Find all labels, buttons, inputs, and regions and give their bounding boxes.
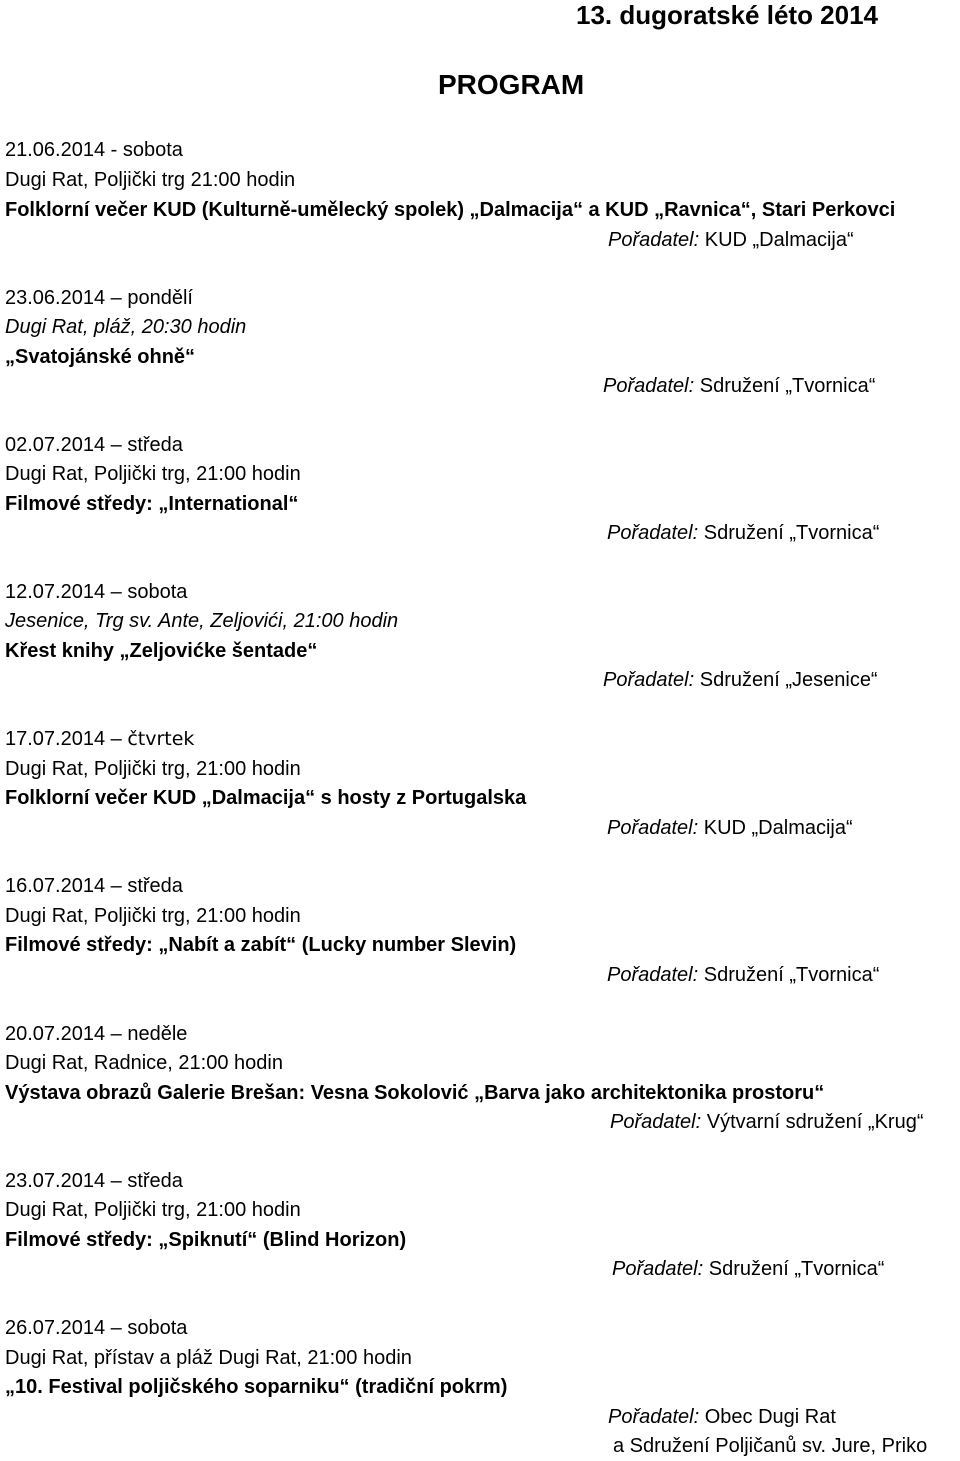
event-organizer xyxy=(610,1110,923,1134)
event-date: 23.07.2014 – středa xyxy=(5,1170,183,1192)
event-date: 12.07.2014 – sobota xyxy=(5,581,188,603)
event-date: 21.06.2014 - sobota xyxy=(5,139,183,161)
event-organizer xyxy=(603,374,875,398)
organizer-label: Pořadatel: xyxy=(607,964,699,986)
event-place: Dugi Rat, Poljički trg 21:00 hodin xyxy=(5,169,296,191)
event-organizer xyxy=(603,668,878,692)
event-place: Dugi Rat, Poljički trg, 21:00 hodin xyxy=(5,1199,301,1221)
organizer-name: Sdružení „Tvornica“ xyxy=(703,522,880,544)
organizer-label: Pořadatel: xyxy=(603,669,695,691)
event-title: Folklorní večer KUD „Dalmacija“ s hosty z Portugalska xyxy=(5,787,527,809)
organizer-label: Pořadatel: xyxy=(607,817,699,839)
event-place: Dugi Rat, pláž, 20:30 hodin xyxy=(5,316,247,338)
program-heading: PROGRAM xyxy=(438,69,585,100)
event-place: Dugi Rat, Radnice, 21:00 hodin xyxy=(5,1052,283,1074)
event-organizer xyxy=(607,963,879,987)
event-date: 16.07.2014 – středa xyxy=(5,875,183,897)
event-place: Jesenice, Trg sv. Ante, Zeljovići, 21:00 hodin xyxy=(5,610,399,632)
organizer-name: KUD „Dalmacija“ xyxy=(703,817,853,839)
organizer-name: Sdružení „Tvornica“ xyxy=(699,375,876,397)
organizer-label: Pořadatel: xyxy=(612,1258,704,1280)
event-title: Filmové středy: „International“ xyxy=(5,493,299,515)
organizer-label: Pořadatel: xyxy=(608,1406,700,1428)
event-title: Filmové středy: „Spiknutí“ (Blind Horizon) xyxy=(5,1229,407,1251)
event-date: 26.07.2014 – sobota xyxy=(5,1317,188,1339)
event-title: „10. Festival poljičského soparniku“ (tradiční pokrm) xyxy=(5,1376,508,1398)
organizer-label: Pořadatel: xyxy=(608,229,700,251)
organizer-name: Výtvarní sdružení „Krug“ xyxy=(706,1111,924,1133)
event-organizer xyxy=(608,1405,836,1429)
event-organizer xyxy=(612,1257,884,1281)
event-date: 20.07.2014 – neděle xyxy=(5,1023,188,1045)
event-title: Filmové středy: „Nabít a zabít“ (Lucky number Slevin) xyxy=(5,934,517,956)
event-organizer-line2: a Sdružení Poljičanů sv. Jure, Priko xyxy=(613,1435,928,1457)
organizer-label: Pořadatel: xyxy=(607,522,699,544)
event-title: Křest knihy „Zeljovićke šentade“ xyxy=(5,640,318,662)
event-organizer xyxy=(607,521,879,545)
event-title: Výstava obrazů Galerie Brešan: Vesna Sokolović „Barva jako architektonika prostoru“ xyxy=(5,1082,825,1104)
event-place: Dugi Rat, Poljički trg, 21:00 hodin xyxy=(5,463,301,485)
organizer-name: Obec Dugi Rat xyxy=(704,1406,836,1428)
organizer-label: Pořadatel: xyxy=(603,375,695,397)
event-date xyxy=(5,727,194,751)
event-date: 23.06.2014 – pondělí xyxy=(5,287,193,309)
event-place: Dugi Rat, Poljički trg, 21:00 hodin xyxy=(5,905,301,927)
organizer-label: Pořadatel: xyxy=(610,1111,702,1133)
event-date-prefix: 17.07.2014 – xyxy=(5,728,128,750)
organizer-name: KUD „Dalmacija“ xyxy=(704,229,854,251)
page-title: 13. dugoratské léto 2014 xyxy=(576,0,879,30)
event-title: „Svatojánské ohně“ xyxy=(5,346,196,368)
event-organizer xyxy=(608,228,854,252)
organizer-name: Sdružení „Jesenice“ xyxy=(699,669,878,691)
event-title: Folklorní večer KUD (Kulturně-umělecký spolek) „Dalmacija“ a KUD „Ravnica“, Stari Perkovci xyxy=(5,199,896,221)
event-place: Dugi Rat, přístav a pláž Dugi Rat, 21:00 hodin xyxy=(5,1347,412,1369)
event-date: 02.07.2014 – středa xyxy=(5,434,183,456)
event-place: Dugi Rat, Poljički trg, 21:00 hodin xyxy=(5,758,301,780)
organizer-name: Sdružení „Tvornica“ xyxy=(703,964,880,986)
event-date-day: čtvrtek xyxy=(127,728,195,750)
event-organizer xyxy=(607,816,853,840)
organizer-name: Sdružení „Tvornica“ xyxy=(708,1258,885,1280)
